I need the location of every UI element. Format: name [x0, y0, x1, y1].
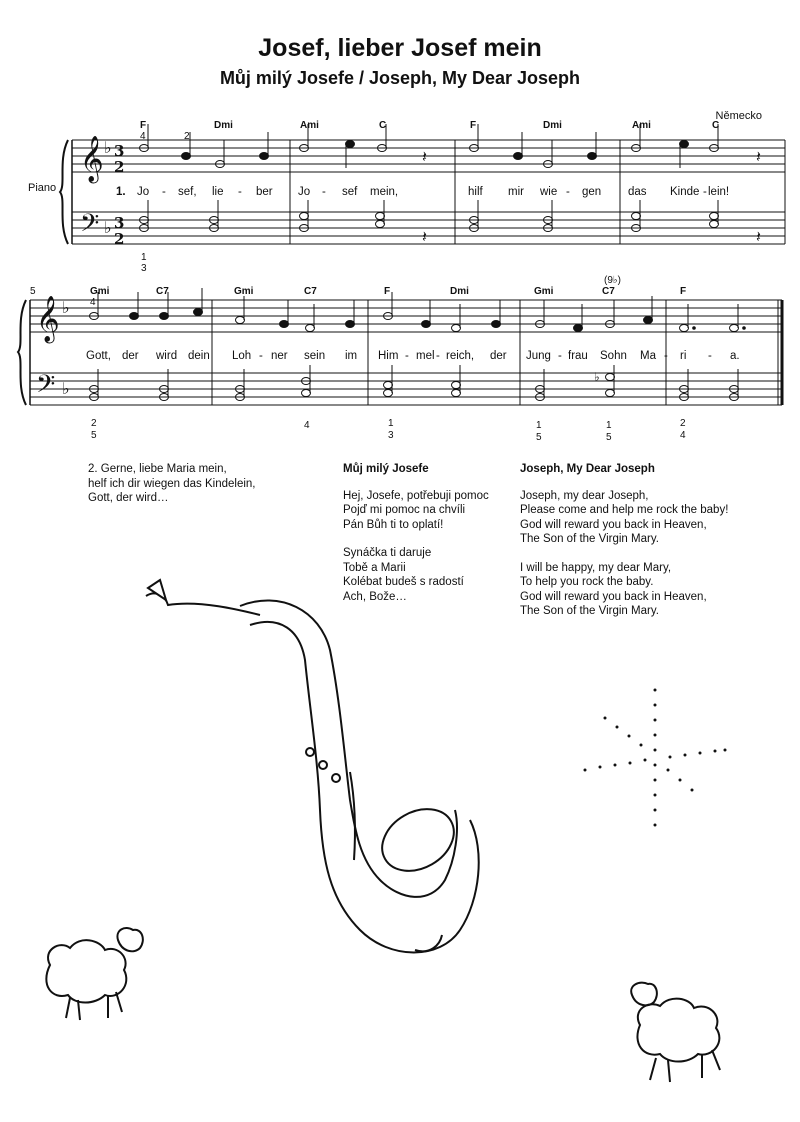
- fingering: 3: [141, 263, 147, 274]
- fingering: 5: [606, 432, 612, 443]
- lyric-syllable: -: [566, 186, 570, 198]
- fingering: 4: [140, 131, 146, 142]
- verse-number: 1.: [116, 186, 126, 198]
- measure-number: 5: [30, 286, 36, 297]
- lyric-syllable: Gott,: [86, 350, 111, 362]
- lyric-syllable: a.: [730, 350, 740, 362]
- chord-symbol: C: [712, 120, 720, 131]
- svg-text:3: 3: [114, 214, 125, 232]
- fingering: 5: [91, 430, 97, 441]
- english-verse-title: Joseph, My Dear Joseph: [520, 463, 655, 475]
- fingering: 2: [91, 418, 97, 429]
- czech-verse-title: Můj milý Josefe: [343, 463, 429, 475]
- sheep-icon: [631, 983, 720, 1082]
- lyric-syllable: mein,: [370, 186, 399, 198]
- fingering: 4: [90, 297, 96, 308]
- bass-clef-icon: 𝄢: [36, 370, 56, 405]
- chord-symbol: Dmi: [543, 120, 562, 131]
- lyric-syllable: sef: [342, 186, 358, 198]
- treble-clef-icon: 𝄞: [36, 296, 60, 342]
- svg-text:♭: ♭: [62, 298, 70, 317]
- english-verse: Joseph, My Dear Joseph Joseph, my dear Joseph, Please come and help me rock the baby! God will reward you back in Heaven, The Son of the Virgin Mary. I will be happy, my dear Mary, To help you rock the baby. God will reward you back in Heaven, The Son of the Virgin Mary.: [520, 463, 729, 617]
- lyric-syllable: ner: [271, 350, 288, 362]
- svg-text:𝄽: 𝄽: [756, 147, 761, 166]
- lyric-syllable: wie: [540, 186, 558, 198]
- fingering: 1: [606, 420, 612, 431]
- svg-text:𝄽: 𝄽: [422, 227, 427, 246]
- german-verse-2: 2. Gerne, liebe Maria mein, helf ich dir wiegen das Kindelein, Gott, der wird…: [88, 463, 256, 504]
- lyric-syllable: dein: [188, 350, 210, 362]
- lyric-syllable: reich,: [446, 350, 475, 362]
- chord-symbol: F: [384, 286, 391, 297]
- lyric-syllable: hilf: [468, 186, 483, 198]
- lyric-syllable: sein: [304, 350, 326, 362]
- chord-symbol: Ami: [300, 120, 319, 131]
- fingering: 5: [536, 432, 542, 443]
- fingering: 3: [388, 430, 394, 441]
- fingering: 1: [536, 420, 542, 431]
- lyric-syllable: -: [436, 350, 440, 362]
- staff-2-bass: [30, 373, 782, 405]
- page-title: Josef, lieber Josef mein: [258, 34, 542, 62]
- chord-symbol: Gmi: [90, 286, 110, 297]
- saxophone-icon: [146, 580, 479, 953]
- svg-text:♭: ♭: [104, 138, 112, 157]
- svg-text:2: 2: [114, 230, 125, 248]
- lyric-syllable: ri: [680, 350, 687, 362]
- star-icon: [584, 689, 727, 827]
- lyric-syllable: Ma: [640, 350, 656, 362]
- chord-symbol: Dmi: [450, 286, 469, 297]
- staff-2-treble: [30, 300, 782, 332]
- lyric-syllable: Jung: [526, 350, 551, 362]
- chord-symbol: Gmi: [534, 286, 554, 297]
- svg-text:♭: ♭: [62, 379, 70, 398]
- fingering: 2: [184, 131, 190, 142]
- chord-symbol: Dmi: [214, 120, 233, 131]
- sheep-icon: [46, 928, 143, 1020]
- svg-text:2: 2: [114, 158, 125, 176]
- czech-verse: Můj milý Josefe Hej, Josefe, potřebuji pomoc Pojď mi pomoc na chvíli Pán Bůh ti to oplatí! Synáčka ti daruje Tobě a Marii Kolébat budeš s radostí Ach, Bože…: [343, 463, 489, 603]
- lyric-syllable: gen: [582, 186, 602, 198]
- lyric-syllable: -: [558, 350, 562, 362]
- lyric-syllable: der: [490, 350, 507, 362]
- lyric-syllable: im: [345, 350, 358, 362]
- lyric-syllable: ber: [256, 186, 273, 198]
- lyric-syllable: lie: [212, 186, 224, 198]
- chord-symbol: F: [470, 120, 477, 131]
- chord-symbol: Gmi: [234, 286, 254, 297]
- svg-text:3: 3: [114, 142, 125, 160]
- chord-symbol: F: [680, 286, 687, 297]
- lyric-syllable: mel: [416, 350, 435, 362]
- treble-clef-icon: 𝄞: [80, 136, 104, 182]
- lyric-syllable: -: [703, 186, 707, 198]
- chord-symbol: Ami: [632, 120, 651, 131]
- lyric-syllable: -: [259, 350, 263, 362]
- page-subtitle: Můj milý Josefe / Joseph, My Dear Joseph: [219, 68, 581, 88]
- chord-symbol: C7: [156, 286, 169, 297]
- chord-symbol: C: [379, 120, 387, 131]
- lyric-syllable: wird: [156, 350, 178, 362]
- lyric-syllable: Sohn: [600, 350, 627, 362]
- lyric-syllable: Jo: [298, 186, 311, 198]
- chord-symbol: C7: [602, 286, 615, 297]
- lyric-syllable: Him: [378, 350, 399, 362]
- svg-text:♭: ♭: [104, 218, 112, 237]
- lyric-syllable: -: [238, 186, 242, 198]
- lyric-syllable: -: [162, 186, 166, 198]
- staff-1-treble: [72, 140, 785, 172]
- lyric-syllable: -: [664, 350, 668, 362]
- song-origin: Německo: [715, 110, 762, 122]
- chord-symbol: F: [140, 120, 147, 131]
- staff-1-bass: [72, 212, 785, 244]
- svg-text:𝄽: 𝄽: [756, 227, 761, 246]
- lyric-syllable: Kinde: [670, 186, 700, 198]
- bass-clef-icon: 𝄢: [80, 209, 100, 244]
- lyric-syllable: mir: [508, 186, 524, 198]
- lyric-syllable: -: [322, 186, 326, 198]
- fingering: 4: [304, 420, 310, 431]
- instrument-label: Piano: [28, 182, 57, 194]
- chord-alteration: (9♭): [604, 275, 621, 286]
- svg-text:♭: ♭: [594, 370, 600, 384]
- lyric-syllable: das: [628, 186, 647, 198]
- svg-text:𝄽: 𝄽: [422, 147, 427, 166]
- fingering: 4: [680, 430, 686, 441]
- lyric-syllable: sef,: [178, 186, 197, 198]
- lyric-syllable: der: [122, 350, 139, 362]
- fingering: 2: [680, 418, 686, 429]
- fingering: 1: [141, 252, 147, 263]
- lyric-syllable: Loh: [232, 350, 252, 362]
- lyric-syllable: -: [405, 350, 409, 362]
- lyric-syllable: lein!: [708, 186, 730, 198]
- lyric-syllable: frau: [568, 350, 588, 362]
- chord-symbol: C7: [304, 286, 317, 297]
- lyric-syllable: Jo: [137, 186, 150, 198]
- lyric-syllable: -: [708, 350, 712, 362]
- fingering: 1: [388, 418, 394, 429]
